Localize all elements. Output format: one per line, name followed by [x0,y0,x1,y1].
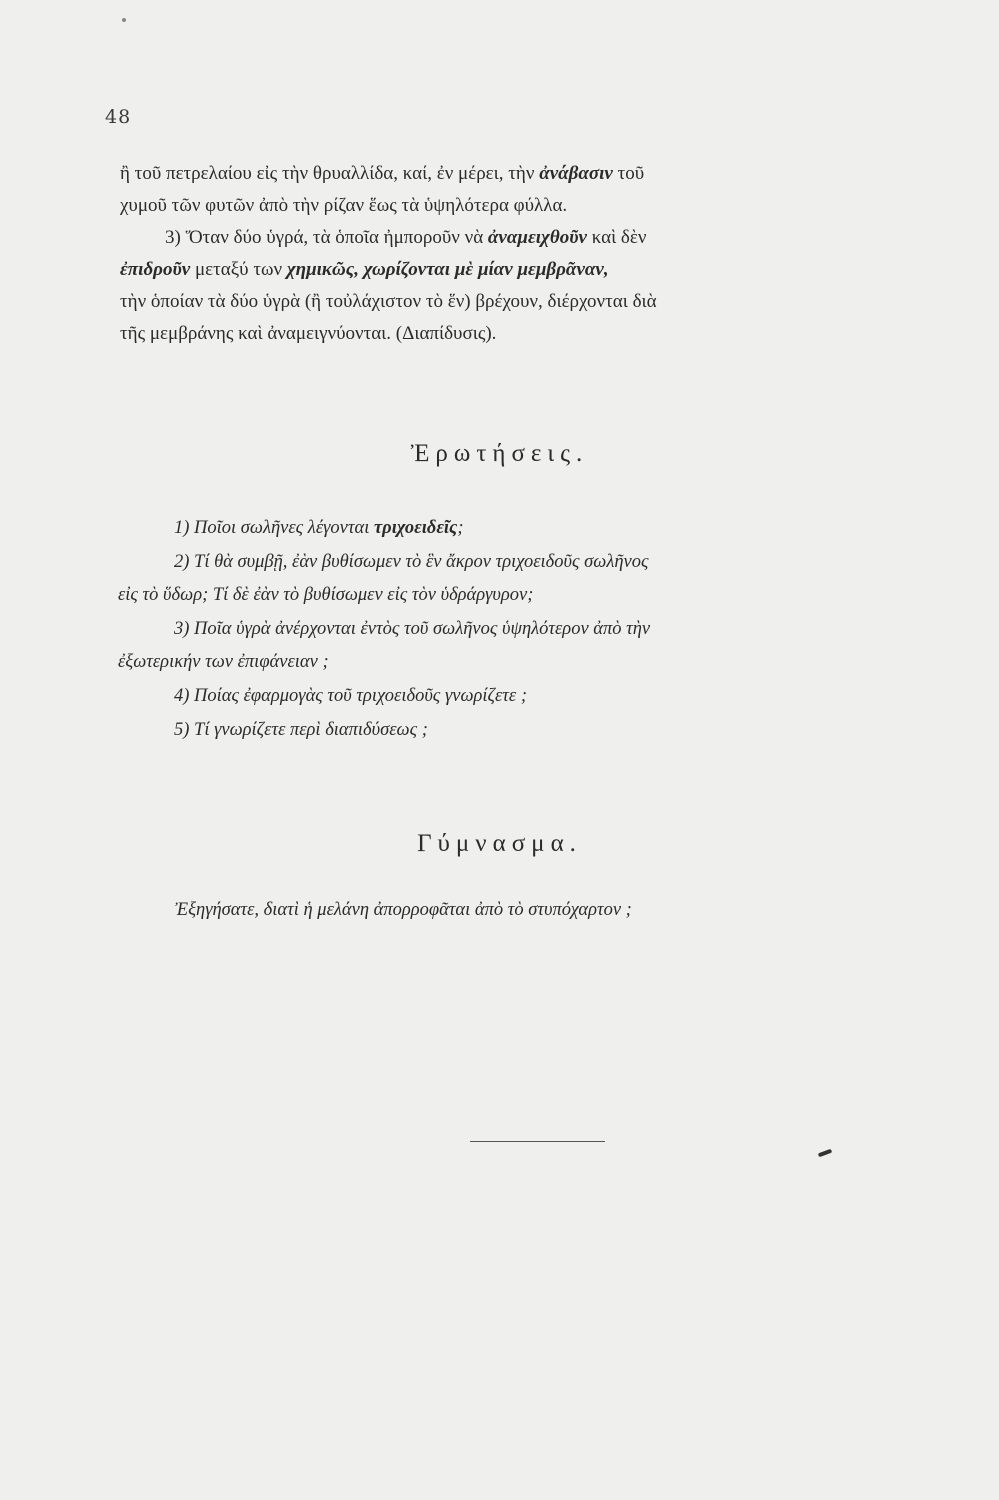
term-epidroun: ἐπιδροῦν [120,259,191,280]
paragraph-line: τὴν ὁποίαν τὰ δύο ὑγρὰ (ἢ τοὐλάχιστον τὸ ἕν) βρέχουν, διέρχονται διὰ [120,291,657,312]
paragraph-line: ἢ τοῦ πετρελαίου εἰς τὴν θρυαλλίδα, καί, ἐν μέρει, τὴν ἀνάβασιν τοῦ [120,163,645,184]
paragraph-line: ἐπιδροῦν μεταξύ των χημικῶς, χωρίζονται μὲ μίαν μεμβρᾶναν, [120,259,609,280]
questions-list [118,512,968,747]
term-anavasin: ἀνάβασιν [539,163,613,184]
question-5: 5) Τί γνωρίζετε περὶ διαπιδύσεως ; [174,719,428,740]
paragraph-line: τῆς μεμβράνης καὶ ἀναμειγνύονται. (Διαπίδυσις). [120,323,497,344]
term-trichoeideis: τριχοειδεῖς [373,518,458,538]
page-number: 48 [105,106,132,128]
body-paragraph [120,158,960,350]
ink-mark [818,1149,833,1158]
question-4: 4) Ποίας ἐφαρμογὰς τοῦ τριχοειδοῦς γνωρίζετε ; [174,685,527,706]
paragraph-line: 3) Ὅταν δύο ὑγρά, τὰ ὁποῖα ἠμποροῦν νὰ ἀναμειχθοῦν καὶ δὲν [165,227,647,248]
exercise-heading: Γύμνασμα. [417,830,582,857]
questions-heading: Ἐρωτήσεις. [410,440,589,467]
divider-rule [470,1141,605,1142]
paragraph-line: χυμοῦ τῶν φυτῶν ἀπὸ τὴν ρίζαν ἕως τὰ ὑψηλότερα φύλλα. [120,195,568,216]
question-3: 3) Ποῖα ὑγρὰ ἀνέρχονται ἐντὸς τοῦ σωλῆνος ὑψηλότερον ἀπὸ τὴν [174,618,651,639]
question-1: 1) Ποῖοι σωλῆνες λέγονται τριχοειδεῖς; [174,518,464,538]
term-chimikos: χημικῶς, χωρίζονται μὲ μίαν μεμβρᾶναν, [286,259,609,280]
question-2: 2) Τί θὰ συμβῇ, ἐὰν βυθίσωμεν τὸ ἓν ἄκρον τριχοειδοῦς σωλῆνος [174,551,649,572]
exercise-text: Ἐξηγήσατε, διατὶ ἡ μελάνη ἀπορροφᾶται ἀπὸ τὸ στυπόχαρτον ; [175,900,632,920]
question-3-cont: ἐξωτερικήν των ἐπιφάνειαν ; [118,652,329,673]
term-anameichthoun: ἀναμειχθοῦν [487,227,587,248]
question-2-cont: εἰς τὸ ὕδωρ; Τί δὲ ἐὰν τὸ βυθίσωμεν εἰς τὸν ὑδράργυρον; [118,585,534,606]
speck [122,18,126,22]
